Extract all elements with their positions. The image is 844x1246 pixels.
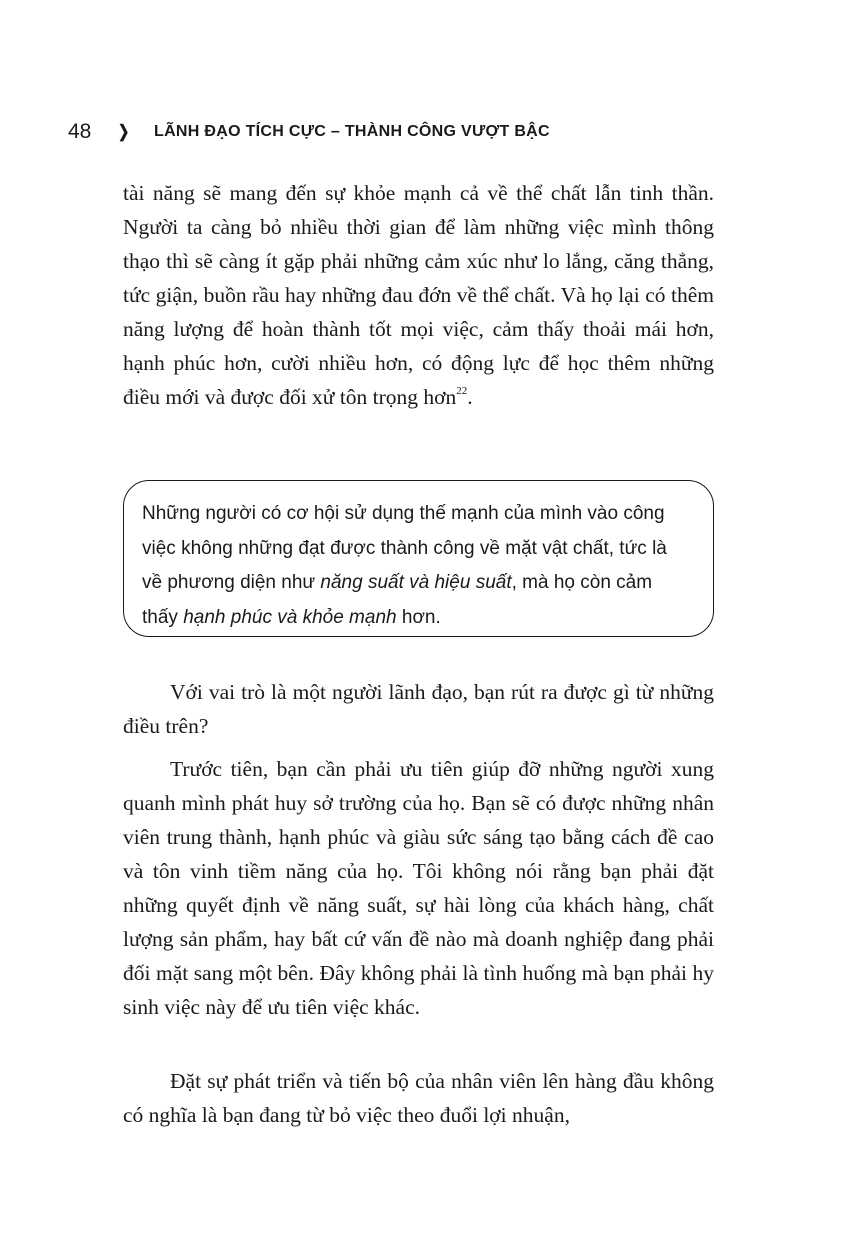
body-paragraph: Với vai trò là một người lãnh đạo, bạn rút ra được gì từ những điều trên? <box>123 680 714 738</box>
paragraph-text: tài năng sẽ mang đến sự khỏe mạnh cả về thể chất lẫn tinh thần. Người ta càng bỏ nhiều thời gian để làm những việc mình thông thạo thì sẽ càng ít gặp phải những cảm xúc như lo lắng, căng thẳng, tức giận, buồn rầu hay những đau đớn về thể chất. Và họ lại có thêm năng lượng để hoàn thành tốt mọi việc, cảm thấy thoải mái hơn, hạnh phúc hơn, cười nhiều hơn, có động lực để học thêm những điều mới và được đối xử tôn trọng hơn <box>123 181 714 409</box>
callout-emphasis: hạnh phúc và khỏe mạnh <box>183 606 397 628</box>
page-number: 48 <box>68 120 92 143</box>
body-paragraph: Trước tiên, bạn cần phải ưu tiên giúp đỡ những người xung quanh mình phát huy sở trường của họ. Bạn sẽ có được những nhân viên trung thành, hạnh phúc và giàu sức sáng tạo bằng cách đề cao và tôn vinh tiềm năng của họ. Tôi không nói rằng bạn phải đặt những quyết định về năng suất, sự hài lòng của khách hàng, chất lượng sản phẩm, hay bất cứ vấn đề nào mà doanh nghiệp đang phải đối mặt sang một bên. Đây không phải là tình huống mà bạn phải hy sinh việc này để ưu tiên việc khác. <box>123 757 714 1019</box>
body-paragraph <box>123 176 714 414</box>
running-header <box>68 117 550 147</box>
paragraph-end: . <box>467 385 473 409</box>
footnote-marker: 22 <box>456 384 468 397</box>
callout-text-part: , mà họ còn cảm thấy <box>142 572 653 628</box>
callout-text-part: hơn. <box>396 606 441 628</box>
chevron-right-icon: ❯ <box>118 122 130 141</box>
callout-text-part: Những người có cơ hội sử dụng thế mạnh của mình vào công việc không những đạt được thành công về mặt vật chất, tức là về phương diện như <box>142 503 667 593</box>
callout-emphasis: năng suất và hiệu suất <box>320 572 512 593</box>
callout-text <box>142 497 689 635</box>
body-paragraph: Đặt sự phát triển và tiến bộ của nhân viên lên hàng đầu không có nghĩa là bạn đang từ bỏ việc theo đuổi lợi nhuận, <box>123 1069 714 1127</box>
running-title: LÃNH ĐẠO TÍCH CỰC – THÀNH CÔNG VƯỢT BẬC <box>154 123 550 140</box>
highlight-callout-box <box>123 480 714 637</box>
